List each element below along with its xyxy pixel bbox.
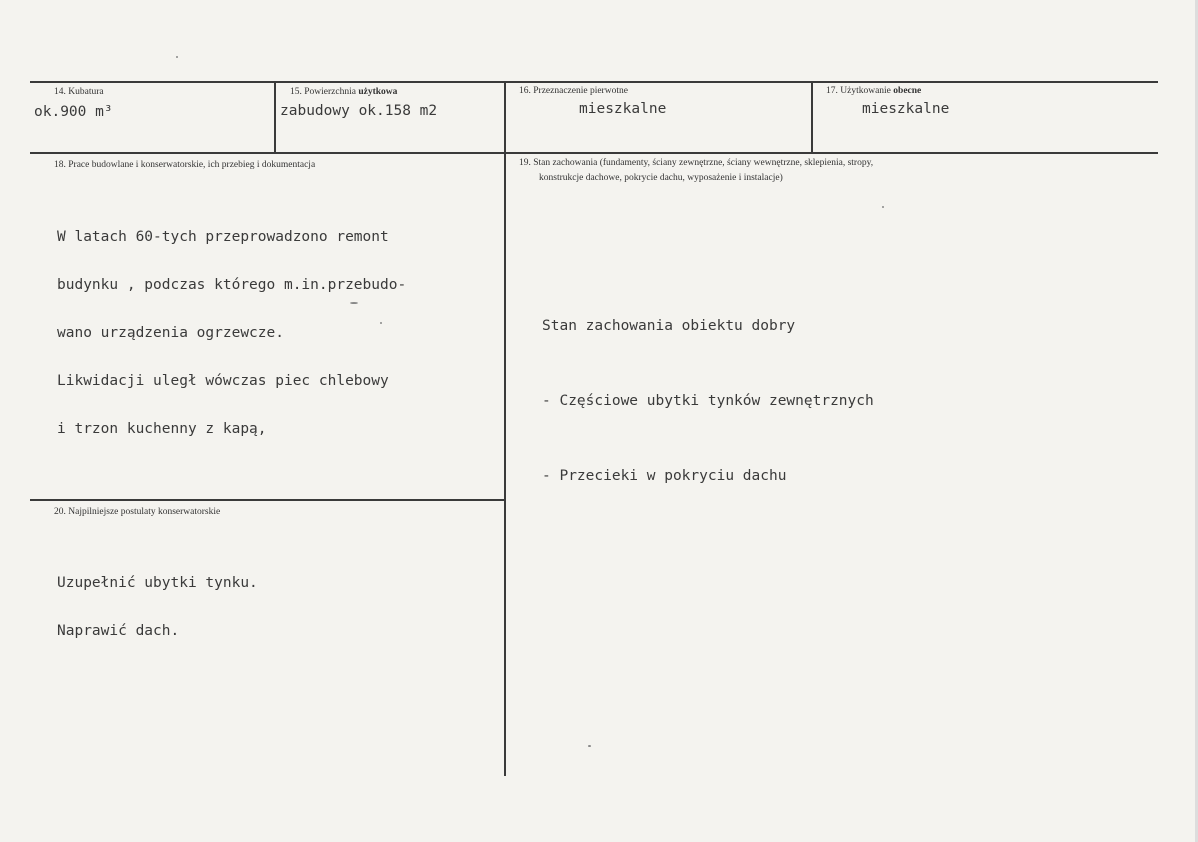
divider-14-15 (274, 81, 276, 153)
field-15-value: zabudowy ok.158 m2 (280, 103, 438, 119)
field-14-label: 14. Kubatura (54, 87, 104, 97)
paper-speck (176, 56, 178, 58)
field-15-label-bold: użytkowa (358, 87, 398, 97)
divider-15-16 (504, 81, 506, 776)
field-17-label-bold: obecne (893, 86, 922, 96)
field-17-label-prefix: 17. Użytkowanie (826, 86, 894, 96)
field-19-line: Stan zachowania obiektu dobry (542, 318, 796, 334)
field-17-label (826, 86, 921, 96)
field-14-value: ok.900 m³ (34, 104, 113, 120)
divider-16-17 (811, 81, 813, 153)
middle-rule (30, 152, 1158, 154)
field-20-line: Uzupełnić ubytki tynku. (57, 575, 258, 591)
field-18-line: budynku , podczas którego m.in.przebudo- (57, 277, 407, 293)
paper-speck (350, 302, 358, 304)
field-16-value: mieszkalne (579, 101, 667, 117)
field-15-label (290, 87, 397, 97)
field-20-line: Naprawić dach. (57, 623, 180, 639)
field-20-text (57, 543, 258, 671)
paper-speck (588, 745, 591, 747)
field-16-label: 16. Przeznaczenie pierwotne (519, 86, 628, 96)
field-18-label: 18. Prace budowlane i konserwatorskie, ich przebieg i dokumentacja (54, 160, 316, 170)
field-20-label: 20. Najpilniejsze postulaty konserwatorskie (54, 507, 221, 517)
field-19-line: - Przecieki w pokryciu dachu (542, 468, 787, 484)
field-18-line: W latach 60-tych przeprowadzono remont (57, 229, 389, 245)
field-18-line: Likwidacji uległ wówczas piec chlebowy (57, 373, 389, 389)
field-19-label-line-1: 19. Stan zachowania (fundamenty, ściany zewnętrzne, ściany wewnętrzne, sklepienia, stropy, (519, 158, 874, 168)
field-19-label-line-2: konstrukcje dachowe, pokrycie dachu, wyposażenie i instalacje) (539, 173, 783, 183)
field-15-label-prefix: 15. Powierzchnia (290, 87, 359, 97)
field-18-line: wano urządzenia ogrzewcze. (57, 325, 284, 341)
field-19-line: - Częściowe ubytki tynków zewnętrznych (542, 393, 874, 409)
field-18-line: i trzon kuchenny z kapą, (57, 421, 267, 437)
paper-speck (380, 322, 382, 324)
field-19-text (542, 264, 874, 539)
top-rule (30, 81, 1158, 83)
paper-speck (882, 206, 884, 208)
field-18-text (57, 197, 406, 469)
section-20-rule (30, 499, 504, 501)
field-17-value: mieszkalne (862, 101, 950, 117)
